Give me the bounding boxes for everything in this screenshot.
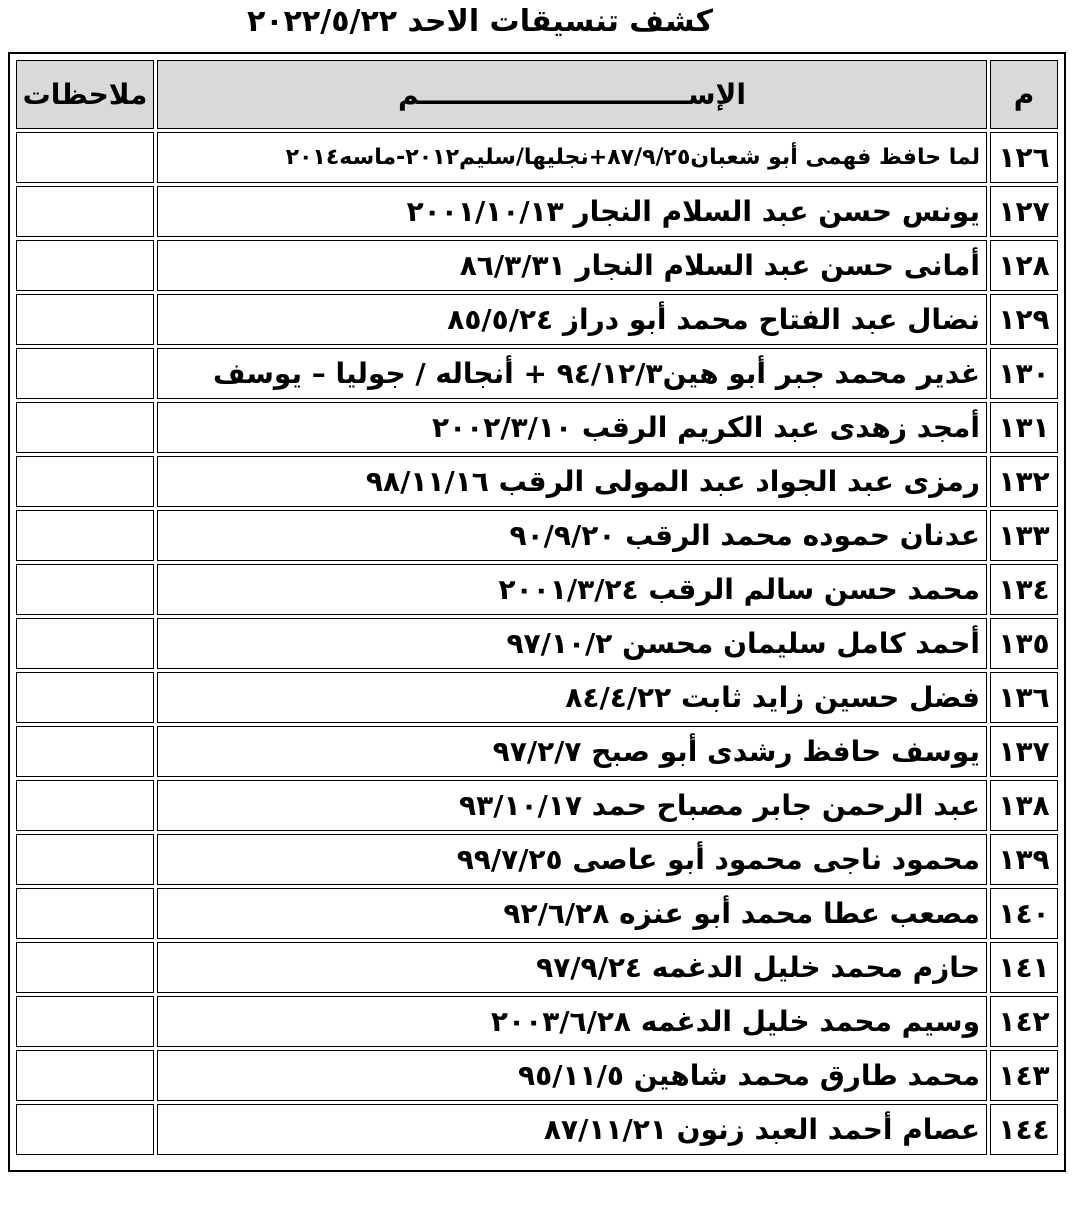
table-row <box>16 996 1058 1047</box>
row-name: حازم محمد خليل الدغمه ٩٧/٩/٢٤ <box>157 942 987 993</box>
row-notes <box>16 780 154 831</box>
row-name: أمانى حسن عبد السلام النجار ٨٦/٣/٣١ <box>157 240 987 291</box>
table-row <box>16 132 1058 183</box>
row-number: ١٣٤ <box>990 564 1058 615</box>
table-row <box>16 780 1058 831</box>
row-notes <box>16 240 154 291</box>
row-notes <box>16 1050 154 1101</box>
table-row <box>16 672 1058 723</box>
roster-table-frame <box>8 52 1066 1172</box>
row-name: وسيم محمد خليل الدغمه ٢٠٠٣/٦/٢٨ <box>157 996 987 1047</box>
row-number: ١٣٨ <box>990 780 1058 831</box>
row-notes <box>16 402 154 453</box>
table-row <box>16 618 1058 669</box>
table-row <box>16 510 1058 561</box>
row-name: يوسف حافظ رشدى أبو صبح ٩٧/٢/٧ <box>157 726 987 777</box>
table-row <box>16 456 1058 507</box>
row-name: نضال عبد الفتاح محمد أبو دراز ٨٥/٥/٢٤ <box>157 294 987 345</box>
table-row <box>16 942 1058 993</box>
row-number: ١٣٣ <box>990 510 1058 561</box>
table-header-row <box>16 60 1058 129</box>
row-notes <box>16 726 154 777</box>
row-notes <box>16 672 154 723</box>
row-name: لما حافظ فهمى أبو شعبان٨٧/٩/٢٥+نجليها/سليم٢٠١٢-ماسه٢٠١٤ <box>157 132 987 183</box>
row-name: محمود ناجى محمود أبو عاصى ٩٩/٧/٢٥ <box>157 834 987 885</box>
row-name: عدنان حموده محمد الرقب ٩٠/٩/٢٠ <box>157 510 987 561</box>
table-row <box>16 834 1058 885</box>
row-name: رمزى عبد الجواد عبد المولى الرقب ٩٨/١١/١٦ <box>157 456 987 507</box>
header-name: الإســــــــــــــــــــــــــــم <box>157 60 987 129</box>
row-number: ١٣٦ <box>990 672 1058 723</box>
row-notes <box>16 1104 154 1155</box>
row-name: يونس حسن عبد السلام النجار ٢٠٠١/١٠/١٣ <box>157 186 987 237</box>
row-notes <box>16 618 154 669</box>
table-row <box>16 1050 1058 1101</box>
row-number: ١٣٢ <box>990 456 1058 507</box>
row-number: ١٢٩ <box>990 294 1058 345</box>
row-name: عبد الرحمن جابر مصباح حمد ٩٣/١٠/١٧ <box>157 780 987 831</box>
row-notes <box>16 942 154 993</box>
row-number: ١٣٥ <box>990 618 1058 669</box>
row-number: ١٣٠ <box>990 348 1058 399</box>
table-row <box>16 186 1058 237</box>
row-notes <box>16 132 154 183</box>
row-notes <box>16 456 154 507</box>
header-notes: ملاحظات <box>16 60 154 129</box>
row-number: ١٤٢ <box>990 996 1058 1047</box>
row-notes <box>16 834 154 885</box>
row-name: محمد طارق محمد شاهين ٩٥/١١/٥ <box>157 1050 987 1101</box>
row-notes <box>16 348 154 399</box>
table-row <box>16 348 1058 399</box>
row-notes <box>16 996 154 1047</box>
row-number: ١٤٣ <box>990 1050 1058 1101</box>
row-name: فضل حسين زايد ثابت ٨٤/٤/٢٢ <box>157 672 987 723</box>
row-notes <box>16 510 154 561</box>
row-name: عصام أحمد العبد زنون ٨٧/١١/٢١ <box>157 1104 987 1155</box>
table-row <box>16 1104 1058 1155</box>
table-row <box>16 888 1058 939</box>
row-notes <box>16 294 154 345</box>
row-number: ١٣٩ <box>990 834 1058 885</box>
page-title: كشف تنسيقات الاحد ٢٠٢٢/٥/٢٢ <box>247 4 713 39</box>
row-number: ١٤١ <box>990 942 1058 993</box>
row-notes <box>16 888 154 939</box>
table-row <box>16 402 1058 453</box>
row-name: محمد حسن سالم الرقب ٢٠٠١/٣/٢٤ <box>157 564 987 615</box>
row-number: ١٣٧ <box>990 726 1058 777</box>
row-name: غدير محمد جبر أبو هين٩٤/١٢/٣ + أنجاله / جوليا – يوسف <box>157 348 987 399</box>
row-number: ١٢٧ <box>990 186 1058 237</box>
row-number: ١٤٠ <box>990 888 1058 939</box>
table-row <box>16 240 1058 291</box>
row-name: أحمد كامل سليمان محسن ٩٧/١٠/٢ <box>157 618 987 669</box>
header-number: م <box>990 60 1058 129</box>
table-row <box>16 726 1058 777</box>
roster-table <box>13 57 1061 1158</box>
row-name: مصعب عطا محمد أبو عنزه ٩٢/٦/٢٨ <box>157 888 987 939</box>
row-number: ١٣١ <box>990 402 1058 453</box>
row-name: أمجد زهدى عبد الكريم الرقب ٢٠٠٢/٣/١٠ <box>157 402 987 453</box>
table-row <box>16 294 1058 345</box>
row-notes <box>16 186 154 237</box>
row-number: ١٢٦ <box>990 132 1058 183</box>
row-notes <box>16 564 154 615</box>
row-number: ١٤٤ <box>990 1104 1058 1155</box>
table-row <box>16 564 1058 615</box>
row-number: ١٢٨ <box>990 240 1058 291</box>
